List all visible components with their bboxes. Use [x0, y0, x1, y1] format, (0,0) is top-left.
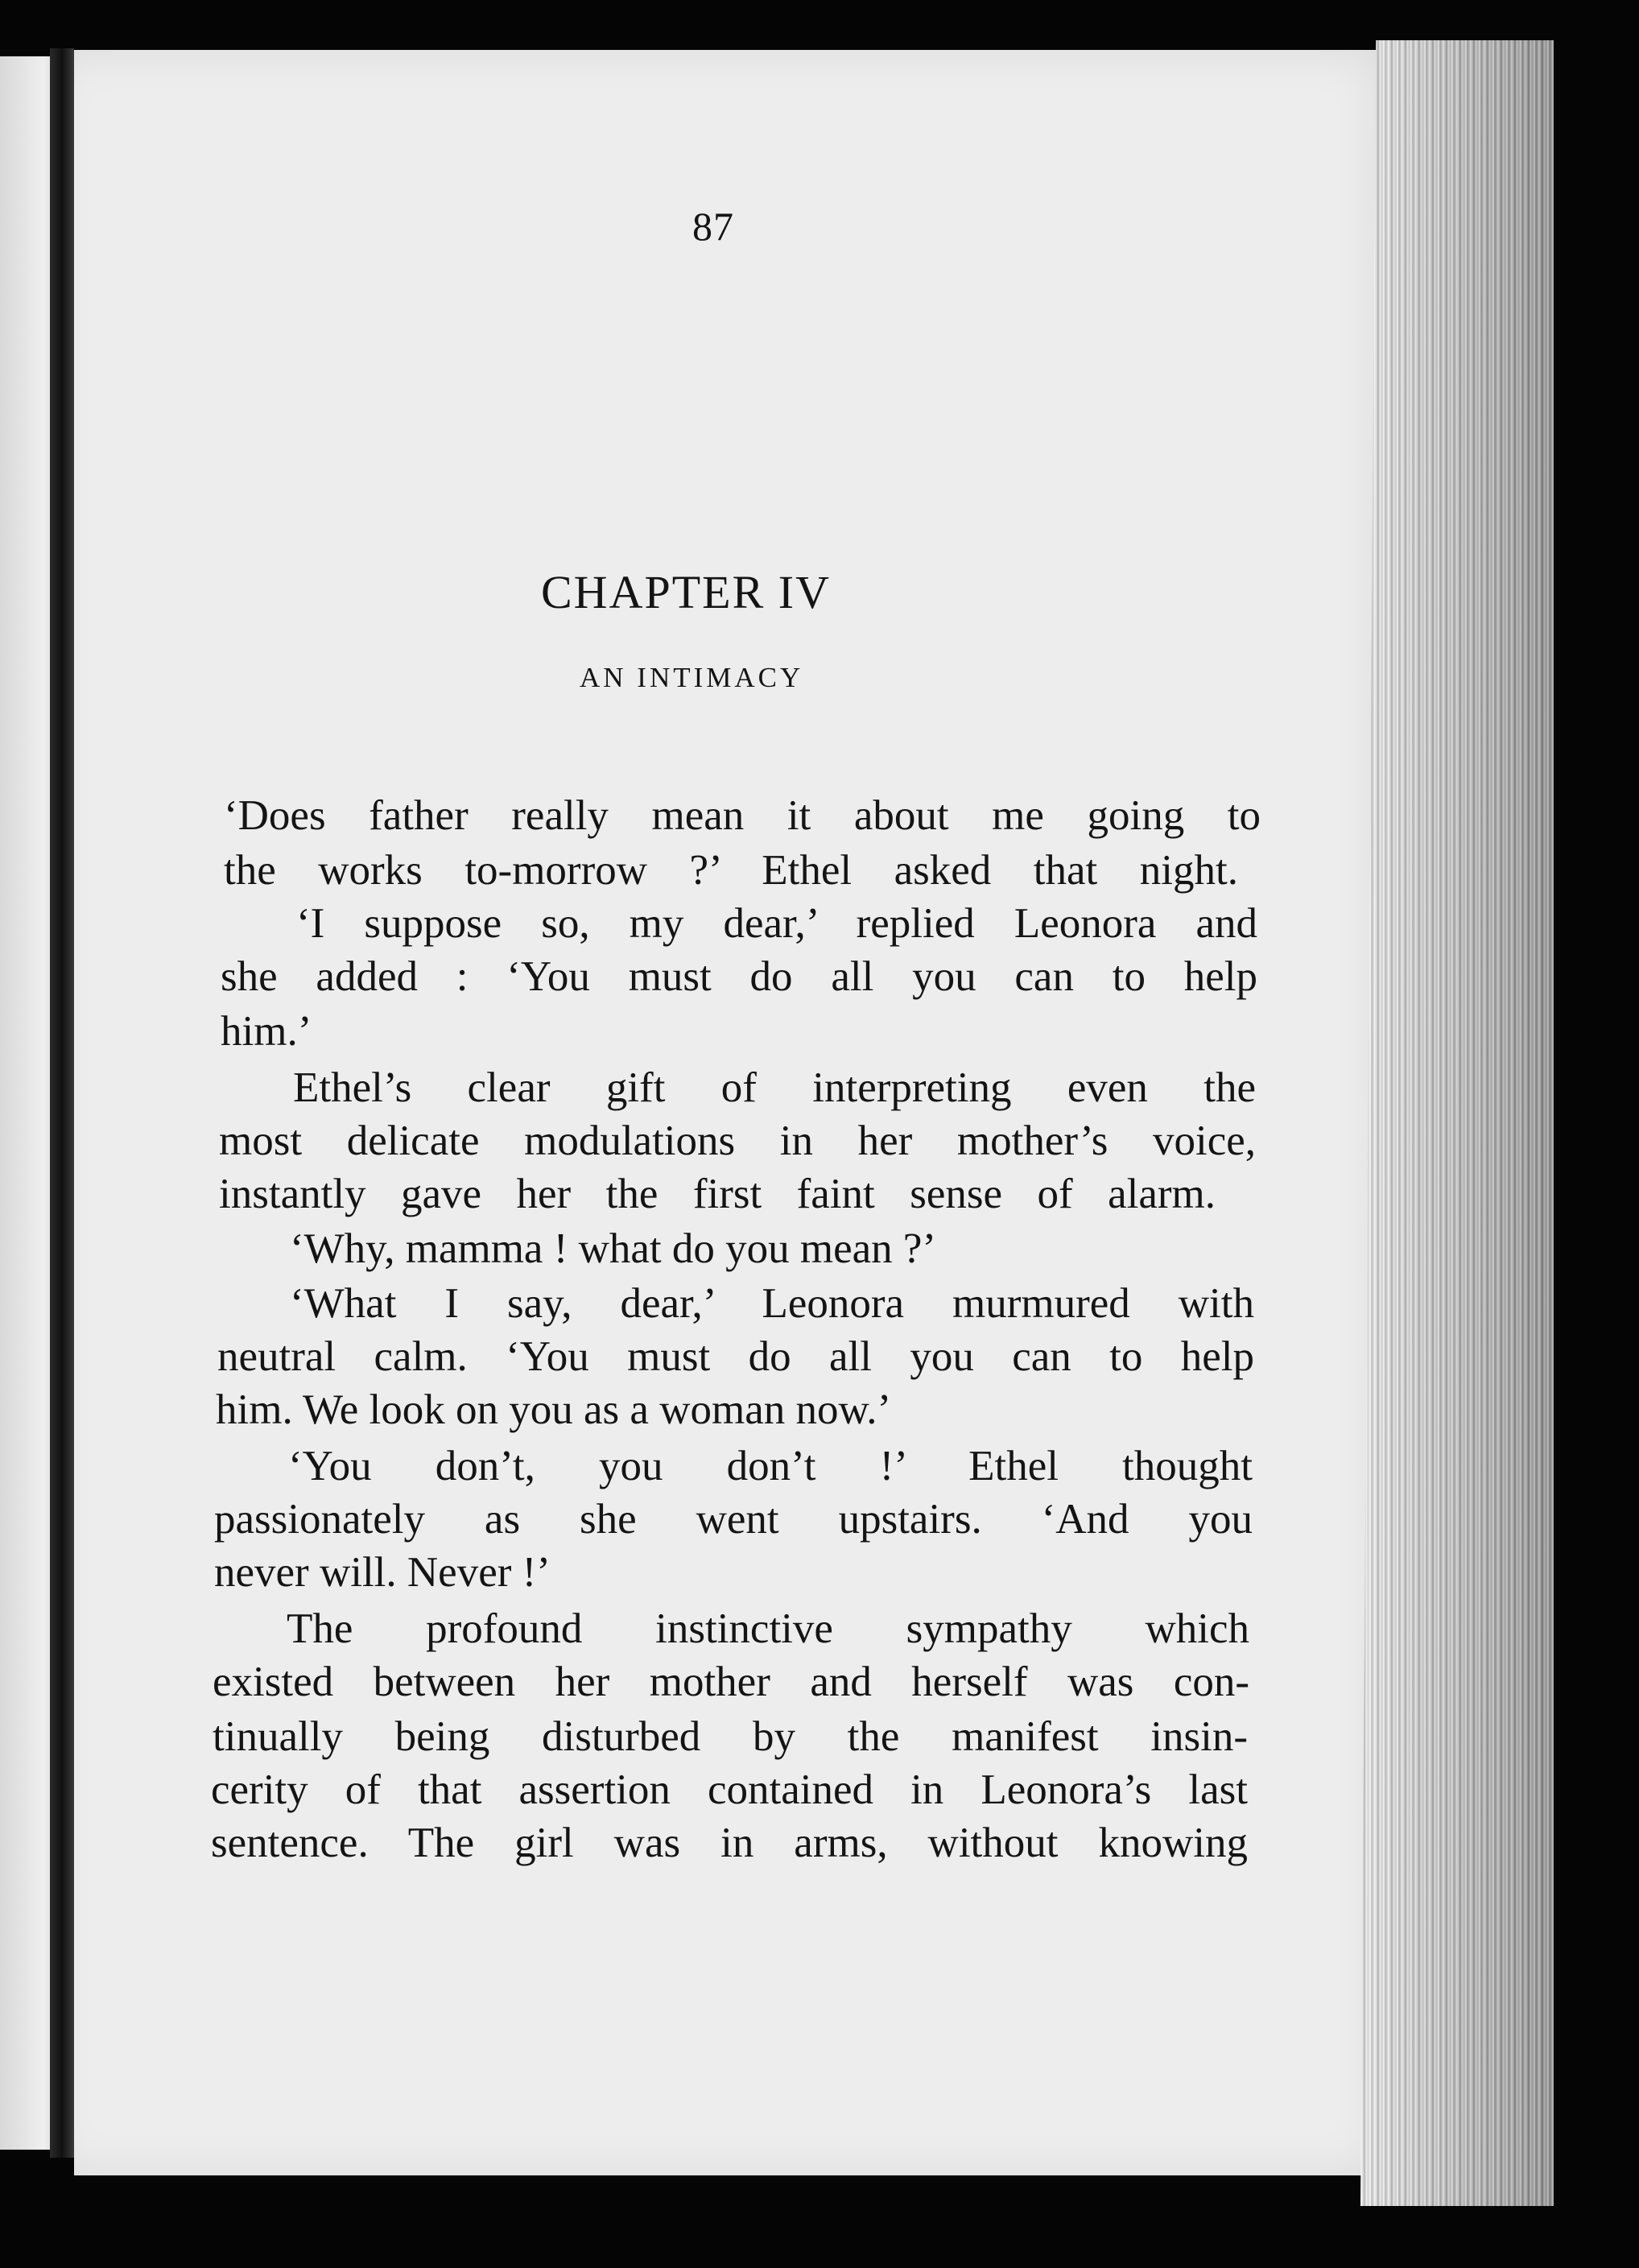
text-line-7: most delicate modulations in her mother’s voice, [219, 1117, 1256, 1164]
text-line-15: never will. Never !’ [214, 1549, 551, 1596]
text-line-1: ‘Does father really mean it about me going to [224, 792, 1261, 839]
text-line-4: she added : ‘You must do all you can to help [221, 953, 1257, 1000]
page-number: 87 [692, 204, 734, 249]
text-line-11: neutral calm. ‘You must do all you can to help [217, 1333, 1254, 1380]
text-line-14: passionately as she went upstairs. ‘And you [214, 1496, 1253, 1543]
text-line-12: him. We look on you as a woman now.’ [216, 1386, 892, 1433]
text-line-9: ‘Why, mamma ! what do you mean ?’ [290, 1225, 937, 1272]
text-line-16: The profound instinctive sympathy which [287, 1605, 1249, 1652]
text-line-17: existed between her mother and herself was con- [213, 1659, 1249, 1705]
text-line-5: him.’ [221, 1008, 312, 1055]
text-line-13: ‘You don’t, you don’t !’ Ethel thought [288, 1443, 1253, 1489]
text-line-18: tinually being disturbed by the manifest insin- [213, 1713, 1248, 1760]
text-line-19: cerity of that assertion contained in Leonora’s last [211, 1766, 1248, 1813]
page-text-block [74, 50, 1402, 2175]
text-line-8: instantly gave her the first faint sense of alarm. [219, 1171, 1216, 1217]
text-line-10: ‘What I say, dear,’ Leonora murmured with [290, 1280, 1254, 1327]
text-line-20: sentence. The girl was in arms, without knowing [211, 1820, 1248, 1866]
text-line-2: the works to-morrow ?’ Ethel asked that night. [224, 847, 1238, 894]
chapter-title: CHAPTER IV [541, 566, 831, 618]
text-line-6: Ethel’s clear gift of interpreting even the [293, 1064, 1256, 1111]
book-page-edges [1360, 40, 1554, 2206]
chapter-subtitle: AN INTIMACY [580, 662, 804, 693]
text-line-3: ‘I suppose so, my dear,’ replied Leonora and [296, 900, 1257, 947]
book-gutter [50, 48, 74, 2158]
book-page [74, 50, 1402, 2175]
